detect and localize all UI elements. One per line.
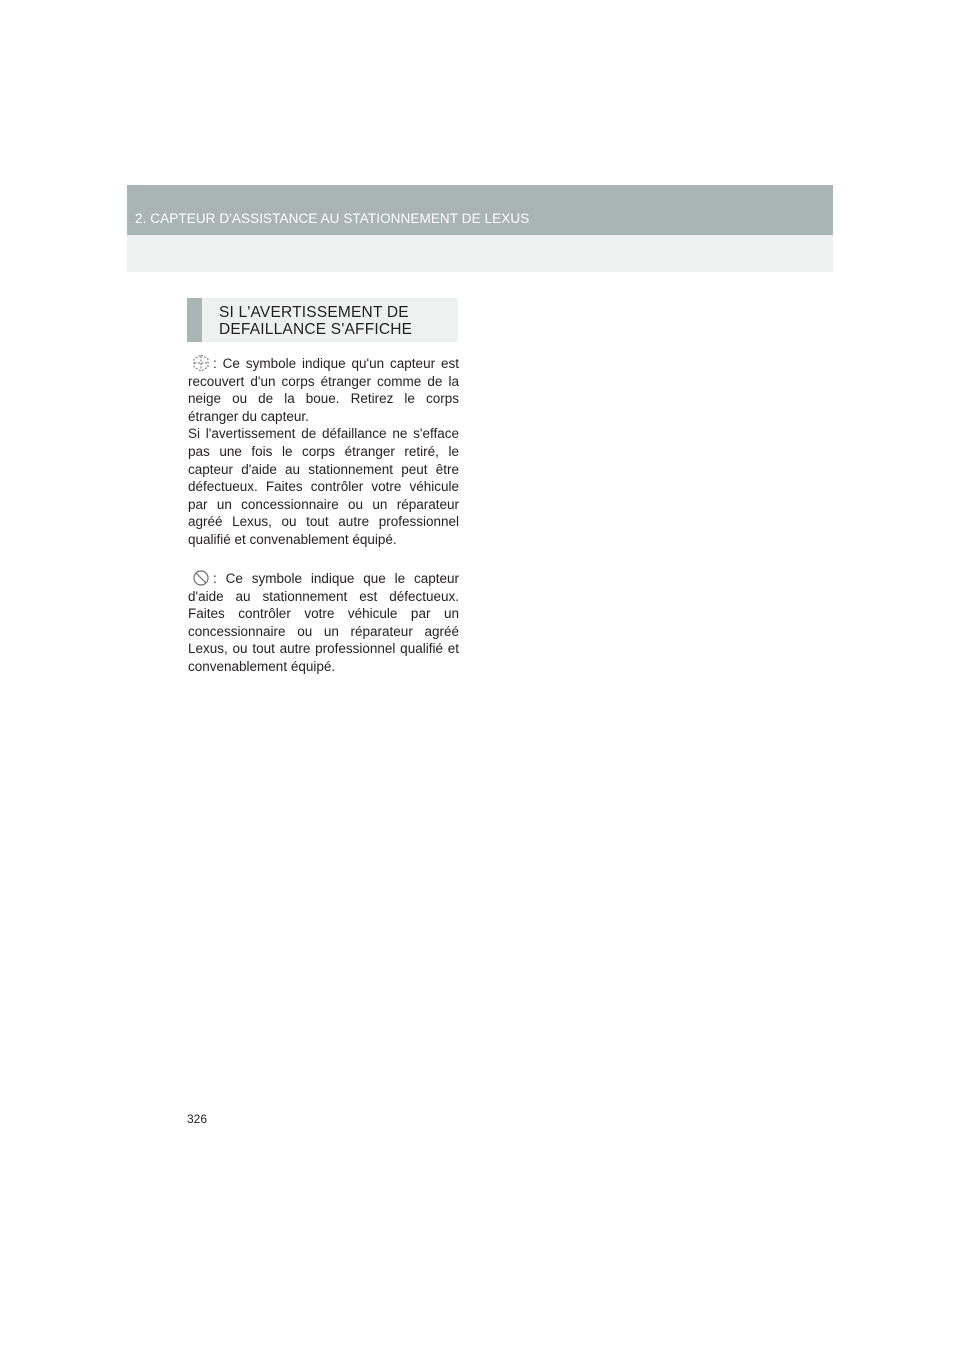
- page-number: 326: [187, 1112, 208, 1126]
- sensor-malfunction-icon: [192, 569, 210, 587]
- header-band: [127, 185, 833, 235]
- chapter-title: 2. CAPTEUR D'ASSISTANCE AU STATIONNEMENT DE LEXUS: [135, 211, 530, 226]
- sensor-covered-icon: [192, 354, 210, 372]
- paragraph-text: : Ce symbole indique que le capteur d'aide au stationnement est défectueux. Faites contrôler votre véhicule par un concessionnaire ou un réparateur agréé Lexus, ou tout autre professionnel qualifié et convenablement équipé.: [188, 571, 459, 674]
- paragraph-sensor-covered: [188, 354, 459, 549]
- section-title: SI L'AVERTISSEMENT DE DEFAILLANCE S'AFFICHE: [219, 304, 413, 338]
- paragraph-text: : Ce symbole indique qu'un capteur est recouvert d'un corps étranger comme de la neige ou de la boue. Retirez le corps étranger du capteur.: [188, 356, 459, 424]
- paragraph-text-continued: Si l'avertissement de défaillance ne s'efface pas une fois le corps étranger retiré, le capteur d'aide au stationnement peut être défectueux. Faites contrôler votre véhicule par un concessionnaire ou un réparateur agréé Lexus, ou tout autre professionnel qualifié et convenablement équipé.: [188, 426, 459, 547]
- header-band-lower: [127, 235, 833, 272]
- paragraph-sensor-malfunction: [188, 569, 459, 676]
- section-heading-bar: [187, 298, 202, 342]
